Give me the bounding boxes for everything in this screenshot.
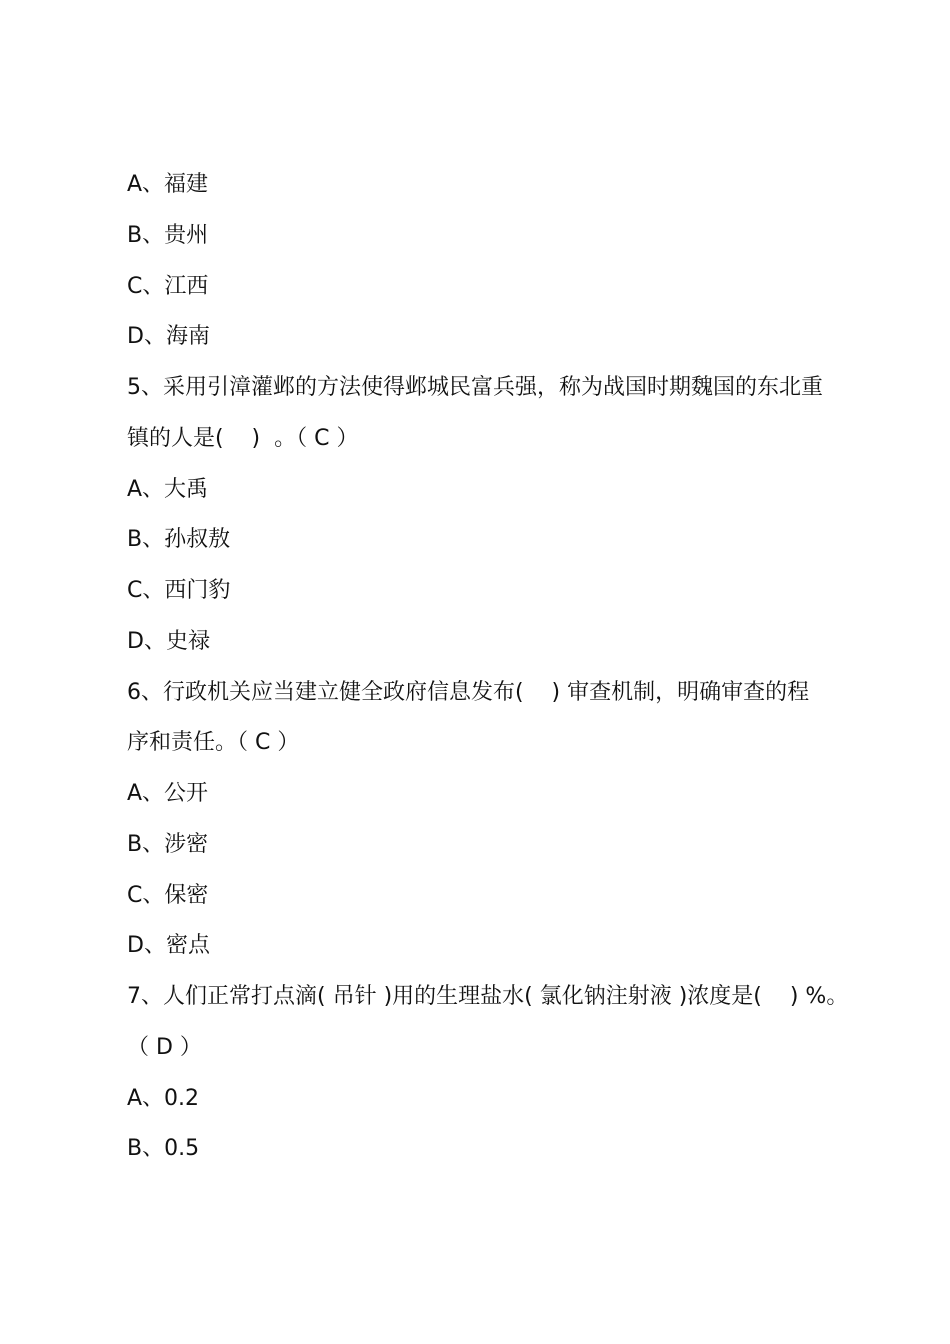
option-a-q4: A、福建: [127, 172, 209, 197]
option-a-q7: A、0.2: [127, 1086, 200, 1111]
question-7-line-1: 7、人们正常打点滴( 吊针 )用的生理盐水( 氯化钠注射液 )浓度是( ) %。: [127, 984, 849, 1009]
question-6-line-2: 序和责任。（ C ）: [127, 730, 300, 755]
option-a-q5: A、大禹: [127, 477, 209, 502]
option-b-q5: B、孙叔敖: [127, 527, 231, 552]
question-7-line-2: （ D ）: [127, 1035, 202, 1060]
option-c-q6: C、保密: [127, 883, 209, 908]
question-6-line-1: 6、行政机关应当建立健全政府信息发布( ) 审查机制，明确审查的程: [127, 680, 810, 705]
option-d-q5: D、史禄: [127, 629, 210, 654]
option-b-q4: B、贵州: [127, 223, 209, 248]
option-c-q4: C、江西: [127, 274, 209, 299]
question-5-line-1: 5、采用引漳灌邺的方法使得邺城民富兵强，称为战国时期魏国的东北重: [127, 375, 823, 400]
option-b-q7: B、0.5: [127, 1136, 200, 1161]
option-c-q5: C、西门豹: [127, 578, 231, 603]
option-d-q6: D、密点: [127, 933, 210, 958]
question-5-line-2: 镇的人是( ) 。（ C ）: [127, 426, 359, 451]
option-d-q4: D、海南: [127, 324, 210, 349]
option-a-q6: A、公开: [127, 781, 209, 806]
option-b-q6: B、涉密: [127, 832, 209, 857]
